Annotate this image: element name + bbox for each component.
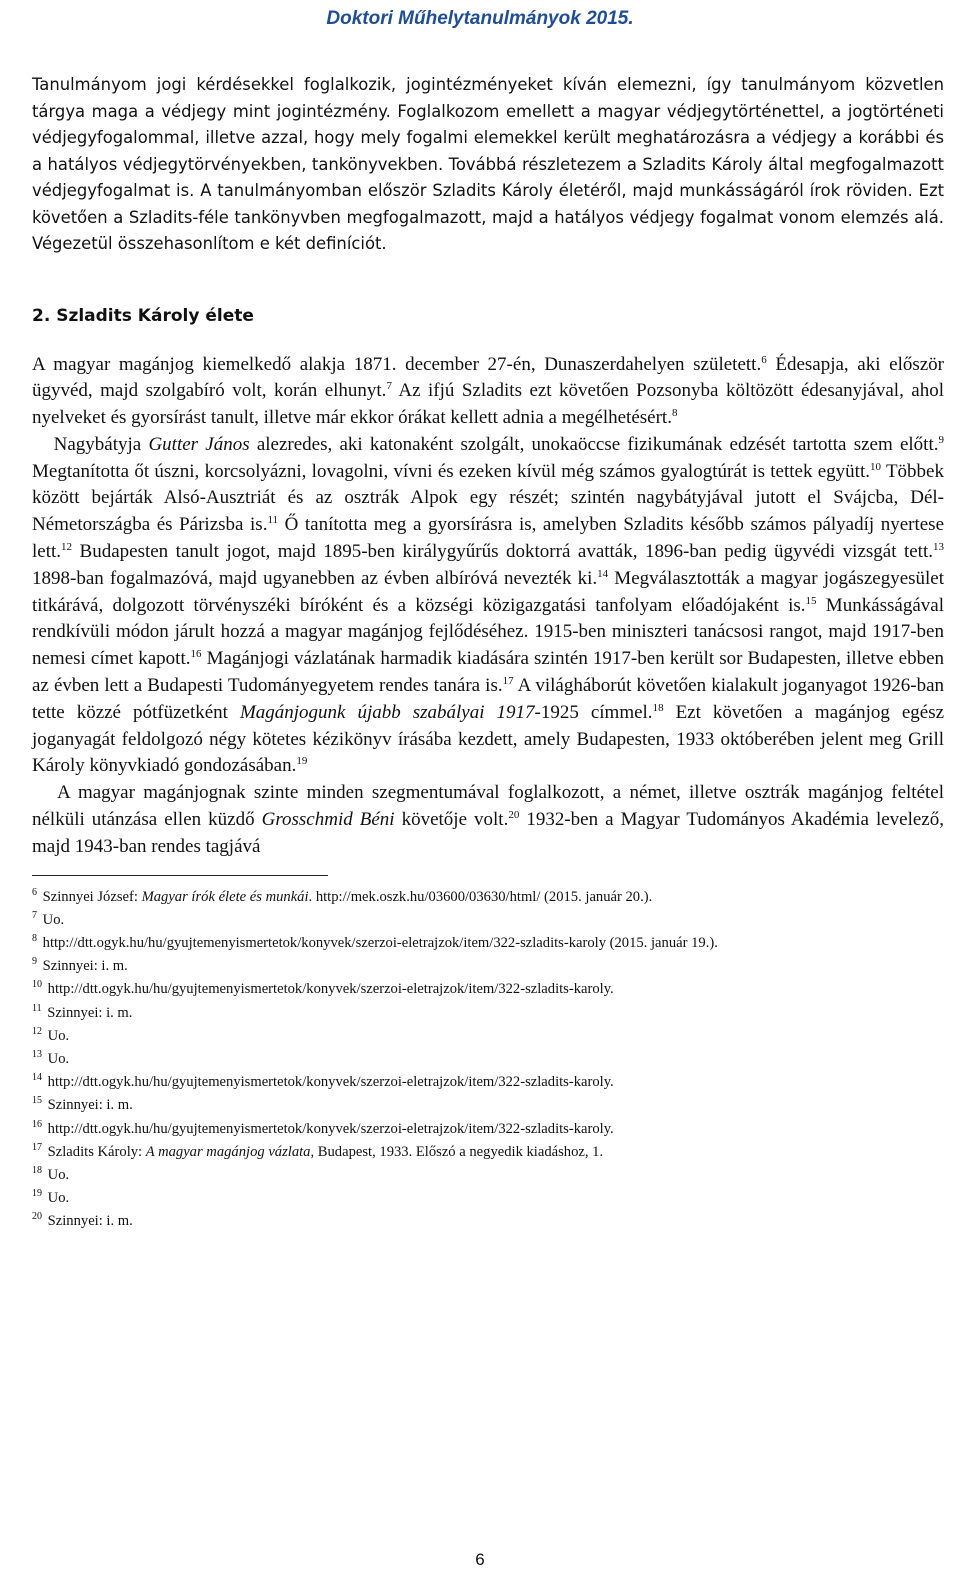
- running-header: Doktori Műhelytanulmányok 2015.: [326, 8, 634, 29]
- footnote-ref[interactable]: 12: [61, 541, 73, 554]
- footnote-item: $^{19}$ Uo.: [32, 1188, 70, 1207]
- footnote-ref[interactable]: 18: [652, 701, 664, 714]
- biography-paragraph-2: Nagybátyja Gutter János alezredes, aki katonaként szolgált, unokaöccse fizikumának edzését tartotta szem előtt.$^9$ Megtanította őt úszni, korcsolyázni, lovagolni, vívni és ezeken kívül még számos gyalogtúrát is tettek együtt.$^{10}$ Többek között bejárták Alsó-Ausztriát és az osztrák Alpok egy részét; szintén nagybátyjával jutott el Svájcba, Dél-Németországba és Párizsba is.$^{11}$ Ő tanította meg a gyorsírásra is, amelyben Szladits később számos pályadíj nyertese lett.$^{12}$ Budapesten tanult jogot, majd 1895-ben királygyűrűs doktorrá avatták, 1896-ban pedig ügyvédi vizsgát tett.$^{13}$ 1898-ban fogalmazóvá, majd ugyanebben az évben albíróvá nevezték ki.$^{14}$ Megválasztották a magyar jogászegyesület titkárává, dolgozott törvényszéki bíróként és a községi közigazgatási tanfolyam előadójaként is.$^{15}$ Munkásságával rendkívüli módon járult hozzá a magyar magánjog fejlődéséhez. 1915-ben miniszteri tanácsosi rangot, majd 1917-ben nemesi címet kapott.$^{16}$ Magánjogi vázlatának harmadik kiadására szintén 1917-ben került sor Budapesten, illetve ebben az évben lett a Budapesti Tudományegyetem rendes tanára is.$^{17}$ A világháborút követően kialakult joganyagot 1926-ban tette közzé pótfüzetként Magánjogunk újabb szabályai 1917-1925 címmel.$^{18}$ Ezt követően a magánjog egész joganyagát feldolgozó négy kötetes kézikönyv írásába kezdett, amely Budapesten, 1933 októberében jelent meg Grill Károly könyvkiadó gondozásában.$^{19}$: [32, 433, 945, 777]
- footnote-item: $^{20}$ Szinnyei: i. m.: [32, 1211, 133, 1230]
- footnote-ref[interactable]: 14: [597, 567, 609, 580]
- footnote-item: $^{16}$ http://dtt.ogyk.hu/hu/gyujtemenyismertetok/konyvek/szerzoi-eletrajzok/item/322-szladits-karoly.: [32, 1118, 614, 1137]
- biography-paragraph-1: A magyar magánjog kiemelkedő alakja 1871. december 27-én, Dunaszerdahelyen született.$^6$ Édesapja, aki először ügyvéd, majd szolgabíró volt, korán elhunyt.$^7$ Az ifjú Szladits ezt követően Pozsonyba költözött édesanyjával, ahol nyelveket és gyorsírást tanult, illetve már ekkor órákat kellett adnia a megélhetésért.$^8$: [32, 353, 945, 429]
- footnote-item: $^{11}$ Szinnyei: i. m.: [32, 1002, 133, 1021]
- page-number: 6: [475, 1550, 485, 1569]
- book-title: Magánjogunk újabb szabályai 1917: [239, 701, 535, 723]
- footnote-ref[interactable]: 16: [190, 648, 202, 661]
- person-name: Grosschmid Béni: [261, 809, 395, 831]
- footnote-ref[interactable]: 9: [938, 433, 944, 446]
- footnote-link[interactable]: http://dtt.ogyk.hu/hu/gyujtemenyismertetok/konyvek/szerzoi-eletrajzok/item/322-szladits-karoly (2015. január 19.).: [42, 935, 718, 952]
- footnote-item: $^{17}$ Szladits Károly: A magyar magánjog vázlata, Budapest, 1933. Előszó a negyedik kiadáshoz, 1.: [32, 1141, 604, 1160]
- footnote-ref[interactable]: 11: [267, 514, 279, 527]
- footnote-item: $^7$ Uo.: [32, 909, 65, 928]
- footnote-item: $^{12}$ Uo.: [32, 1025, 70, 1044]
- footnote-ref[interactable]: 20: [508, 809, 520, 822]
- footnote-item: $^9$ Szinnyei: i. m.: [32, 956, 128, 975]
- person-name: Gutter János: [148, 433, 250, 455]
- footnote-link[interactable]: http://dtt.ogyk.hu/hu/gyujtemenyismertetok/konyvek/szerzoi-eletrajzok/item/322-szladits-karoly.: [47, 1074, 614, 1091]
- footnote-item: $^{15}$ Szinnyei: i. m.: [32, 1095, 133, 1114]
- footnote-ref[interactable]: 6: [761, 353, 767, 366]
- footnote-link[interactable]: http://dtt.ogyk.hu/hu/gyujtemenyismertetok/konyvek/szerzoi-eletrajzok/item/322-szladits-karoly.: [47, 1120, 614, 1137]
- footnotes-list: [32, 886, 944, 1234]
- footnote-ref[interactable]: 19: [296, 755, 308, 768]
- footnote-ref[interactable]: 13: [933, 541, 944, 554]
- intro-paragraph: Tanulmányom jogi kérdésekkel foglalkozik, jogintézményeket kíván elemezni, így tanulmányom közvetlen tárgya maga a védjegy mint jogintézmény. Foglalkozom emellett a magyar védjegytörténettel, a jogtörténeti védjegyfogalommal, illetve azzal, hogy mely fogalmi elemekkel került meghatározásra a védjegy a korábbi és a hatályos védjegytörvényekben, tankönyvekben. Továbbá részletezem a Szladits Károly által megfogalmazott védjegyfogalmat is. A tanulmányomban először Szladits Károly életéről, majd munkásságáról írok röviden. Ezt követően a Szladits-féle tankönyvben megfogalmazott, majd a hatályos védjegy fogalmat vonom elemzés alá. Végezetül összehasonlítom e két definíciót.: [32, 75, 944, 253]
- footnote-ref[interactable]: 8: [671, 407, 678, 420]
- footnote-item: $^{13}$ Uo.: [32, 1049, 70, 1068]
- section-heading: 2. Szladits Károly élete: [32, 305, 254, 326]
- footnote-item: $^{18}$ Uo.: [32, 1165, 70, 1184]
- footnote-item: $^{10}$ http://dtt.ogyk.hu/hu/gyujtemenyismertetok/konyvek/szerzoi-eletrajzok/item/322-szladits-karoly.: [32, 979, 614, 998]
- footnote-ref[interactable]: 15: [805, 594, 817, 607]
- footnote-item: $^8$ http://dtt.ogyk.hu/hu/gyujtemenyismertetok/konyvek/szerzoi-eletrajzok/item/322-szladits-karoly (2015. január 19.).: [32, 933, 718, 952]
- footnote-ref[interactable]: 10: [870, 460, 881, 473]
- footnote-item: $^{14}$ http://dtt.ogyk.hu/hu/gyujtemenyismertetok/konyvek/szerzoi-eletrajzok/item/322-szladits-karoly.: [32, 1072, 614, 1091]
- footnote-ref[interactable]: 7: [386, 380, 392, 393]
- footnote-item: $^6$ Szinnyei József: Magyar írók élete és munkái. http://mek.oszk.hu/03600/03630/html/ (2015. január 20.).: [32, 886, 653, 905]
- footnote-link[interactable]: http://dtt.ogyk.hu/hu/gyujtemenyismertetok/konyvek/szerzoi-eletrajzok/item/322-szladits-karoly.: [47, 981, 614, 998]
- footnote-separator: [32, 875, 328, 876]
- biography-paragraph-3: A magyar magánjognak szinte minden szegmentumával foglalkozott, a német, illetve osztrák magánjog feltétel nélküli utánzása ellen küzdő Grosschmid Béni követője volt.$^{20}$ 1932-ben a Magyar Tudományos Akadémia levelező, majd 1943-ban rendes tagjává: [32, 782, 944, 857]
- footnote-ref[interactable]: 17: [502, 675, 514, 688]
- page-body: [32, 72, 944, 1234]
